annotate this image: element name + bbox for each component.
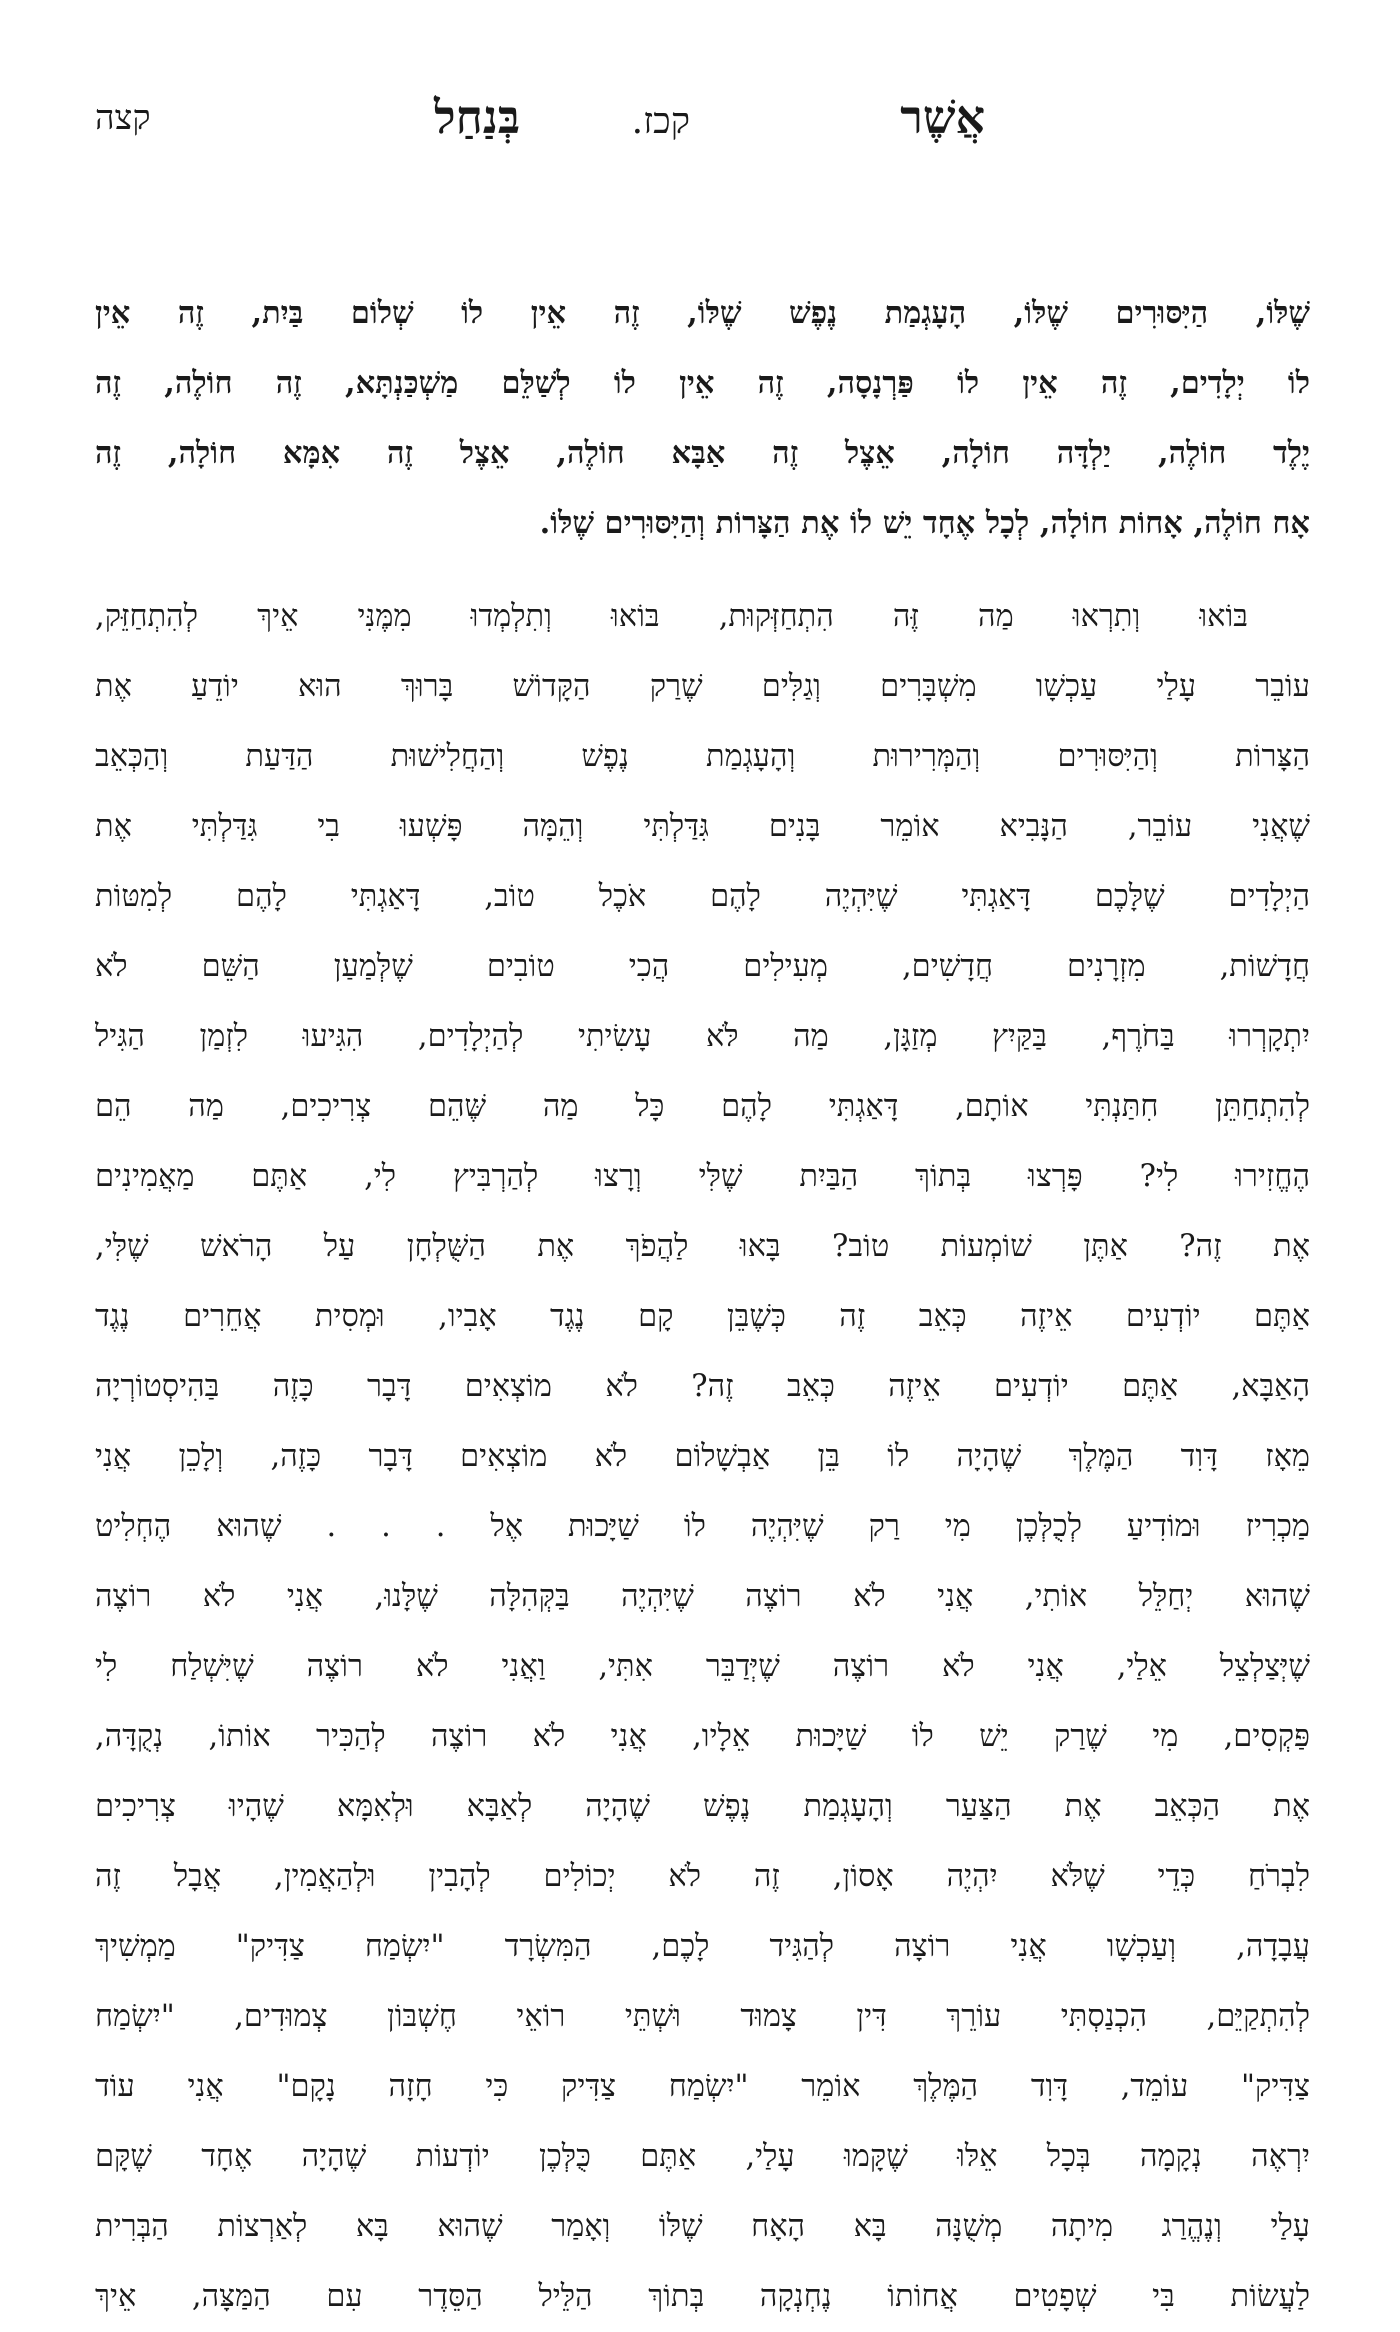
text-line: אָח חוֹלֶה, אָחוֹת חוֹלָה, לְכָל אֶחָד יֵשׁ לוֹ אֶת הַצָּרוֹת וְהַיִּסּוּרִים שֶׁלּוֹ. xyxy=(539,505,1310,541)
text-line: צַדִּיק" עוֹמֵד, דָּוִד הַמֶּלֶךְ אוֹמֵר "יִשְׂמַח צַדִּיק כִּי חָזָה נָקָם" אֲנִי עוֹד xyxy=(95,2069,1310,2104)
text-line: לְהִתְקַיֵּם, הִכְנַסְתִּי עוֹרֵךְ דִּין צָמוּד וּשְׁתֵּי רוֹאֵי חֶשְׁבּוֹן צְמוּדִים, "יִשְׂמַח xyxy=(95,1999,1310,2034)
text-line: שֶׁהוּא יְחַלֵּל אוֹתִי, אֲנִי לֹא רוֹצֶה שֶׁיִּהְיֶה בַּקְּהִלָּה שֶׁלָּנוּ, אֲנִי לֹא רוֹצֶה xyxy=(95,1579,1310,1614)
text-line: אַתֶּם יוֹדְעִים אֵיזֶה כְּאֵב זֶה כְּשֶׁבֵּן קָם נֶגֶד אָבִיו, וּמְסִית אֲחֵרִים נֶגֶד xyxy=(95,1299,1310,1334)
text-line: שֶׁלּוֹ, הַיִּסּוּרִים שֶׁלּוֹ, הָעָגְמַת נֶפֶשׁ שֶׁלּוֹ, זֶה אֵין לוֹ שְׁלוֹם בַּיִת, זֶה אֵין xyxy=(95,295,1310,331)
text-line: לִבְרֹחַ כְּדֵי שֶׁלֹּא יִהְיֶה אָסוֹן, זֶה לֹא יְכוֹלִים לְהָבִין וּלְהַאֲמִין, אֲבָל זֶה xyxy=(95,1859,1310,1894)
section-number: קכז. xyxy=(631,101,690,142)
text-line: בּוֹאוּ וְתִרְאוּ מַה זֶּה הִתְחַזְּקוּת, בּוֹאוּ וְתִלְמְדוּ מִמֶּנִּי אֵיךְ לְהִתְחַזֵּק, xyxy=(95,599,1248,634)
text-line: פַּקְסִים, מִי שֶׁרַק יֵשׁ לוֹ שַׁיָּכוּת אֵלָיו, אֲנִי לֹא רוֹצֶה לְהַכִּיר אוֹתוֹ, נְקֻדָּה, xyxy=(95,1719,1310,1754)
text-line: לְהִתְחַתֵּן חִתַּנְתִּי אוֹתָם, דָּאַגְתִּי לָהֶם כָּל מַה שֶּׁהֵם צְרִיכִים, מַה הֵם xyxy=(95,1089,1310,1124)
paragraph-1 xyxy=(95,278,1310,558)
text-line: יִרְאֶה נְקָמָה בְּכָל אֵלּוּ שֶׁקָּמוּ עָלַי, אַתֶּם כֻּלְּכֶן יוֹדְעוֹת שֶׁהָיָה אֶחָד שֶׁקָּם xyxy=(95,2139,1310,2174)
text-line: עֲבָדָה, וְעַכְשָׁו אֲנִי רוֹצָה לְהַגִּיד לָכֶם, הַמִּשְׂרָד "יִשְׂמַח צַדִּיק" מַמְשִׁיךְ xyxy=(95,1929,1310,1964)
text-line: לַעֲשׂוֹת בִּי שְׁפָטִים אֲחוֹתוֹ נֶחְנְקָה בְּתוֹךְ הַלֵּיל הַסֵּדֶר עִם הַמַּצָּה, אֵיךְ xyxy=(95,2279,1310,2314)
text-line: חֲדָשׁוֹת, מִזְרָנִים חֲדָשִׁים, מְעִילִים הֲכִי טוֹבִים שֶׁלְּמַעַן הַשֵּׁם לֹא xyxy=(95,949,1310,984)
running-title-asher: אֲשֶׁר xyxy=(900,90,985,144)
text-line: שֶׁאֲנִי עוֹבֵר, הַנָּבִיא אוֹמֵר בָּנִים גִּדַּלְתִּי וְהֵמָּה פָּשְׁעוּ בִי גִּדַּלְתִּי אֶת xyxy=(95,809,1310,844)
text-line: אֶת הַכְּאֵב אֶת הַצַּעַר וְהָעָגְמַת נֶפֶשׁ שֶׁהָיָה לְאַבָּא וּלְאִמָּא שֶׁהָיוּ צְרִיכִים xyxy=(95,1789,1310,1824)
text-line: הַיְלָדִים שֶׁלָּכֶם דָּאַגְתִּי שֶׁיִּהְיֶה לָהֶם אֹכֶל טוֹב, דָּאַגְתִּי לָהֶם לְמִטּוֹת xyxy=(95,879,1310,914)
text-line: שֶׁיְּצַלְצֵל אֵלַי, אֲנִי לֹא רוֹצֶה שֶׁיְּדַבֵּר אִתִּי, וַאֲנִי לֹא רוֹצֶה שֶׁיִּשְׁלַח לִי xyxy=(95,1649,1310,1684)
text-line: אֶת זֶה? אַתֶּן שׁוֹמְעוֹת טוֹב? בָּאוּ לַהֲפֹךְ אֶת הַשֻּׁלְחָן עַל הָרֹאשׁ שֶׁלִּי, xyxy=(95,1229,1310,1264)
text-line: מֵאָז דָּוִד הַמֶּלֶךְ שֶׁהָיָה לוֹ בֵּן אַבְשָׁלוֹם לֹא מוֹצְאִים דָּבָר כָּזֶה, וְלָכֵן אֲנִי xyxy=(95,1439,1310,1474)
page-header xyxy=(95,60,1310,160)
text-line: יֶלֶד חוֹלֶה, יַלְדָּה חוֹלָה, אֵצֶל זֶה אַבָּא חוֹלֶה, אֵצֶל זֶה אִמָּא חוֹלָה, זֶה xyxy=(95,435,1310,471)
text-line: יִתְקָרְרוּ בַּחֹרֶף, בַּקַּיִץ מְזַגָּן, מַה לֹּא עָשִׂיתִי לְהַיְלָדִים, הִגִּיעוּ לִזְמַן הַגִּיל xyxy=(95,1019,1310,1054)
text-line: מַכְרִיז וּמוֹדִיעַ לְכֻלְּכֶן מִי רַק שֶׁיִּהְיֶה לוֹ שַׁיָּכוּת אֶל . . . שֶׁהוּא הֶחְלִיט xyxy=(95,1509,1310,1544)
text-line: עָלַי וְנֶהֱרַג מִיתָה מְשֻׁנָּה בָּא הָאָח שֶׁלּוֹ וְאָמַר שֶׁהוּא בָּא לְאַרְצוֹת הַבְּרִית xyxy=(95,2209,1310,2244)
text-line: הֶחֱזִירוּ לִי? פָּרְצוּ בְּתוֹךְ הַבַּיִת שֶׁלִּי וְרָצוּ לְהַרְבִּיץ לִי, אַתֶּם מַאֲמִינִים xyxy=(95,1159,1310,1194)
text-line: הָאַבָּא, אַתֶּם יוֹדְעִים אֵיזֶה כְּאֵב זֶה? לֹא מוֹצְאִים דָּבָר כָּזֶה בַּהִיסְטוֹרְיָה xyxy=(95,1369,1310,1404)
text-line: לוֹ יְלָדִים, זֶה אֵין לוֹ פַּרְנָסָה, זֶה אֵין לוֹ לְשַׁלֵּם מַשְׁכַּנְתָּא, זֶה חוֹלֶה, זֶה xyxy=(95,365,1310,401)
paragraph-2 xyxy=(95,582,1310,2332)
book-page xyxy=(95,60,1310,2314)
text-line: עוֹבֵר עָלַי עַכְשָׁו מִשְׁבָּרִים וְגַלִּים שֶׁרַק הַקָּדוֹשׁ בָּרוּךְ הוּא יוֹדֵעַ אֶת xyxy=(95,669,1310,704)
text-line: הַצָּרוֹת וְהַיִּסּוּרִים וְהַמְּרִירוּת וְהָעָגְמַת נֶפֶשׁ וְהַחֲלִישׁוּת הַדַּעַת וְהַכְּאֵב xyxy=(95,739,1310,774)
running-title-benachal: בְּנַחַל xyxy=(434,90,520,144)
page-number: קצה xyxy=(95,98,151,138)
